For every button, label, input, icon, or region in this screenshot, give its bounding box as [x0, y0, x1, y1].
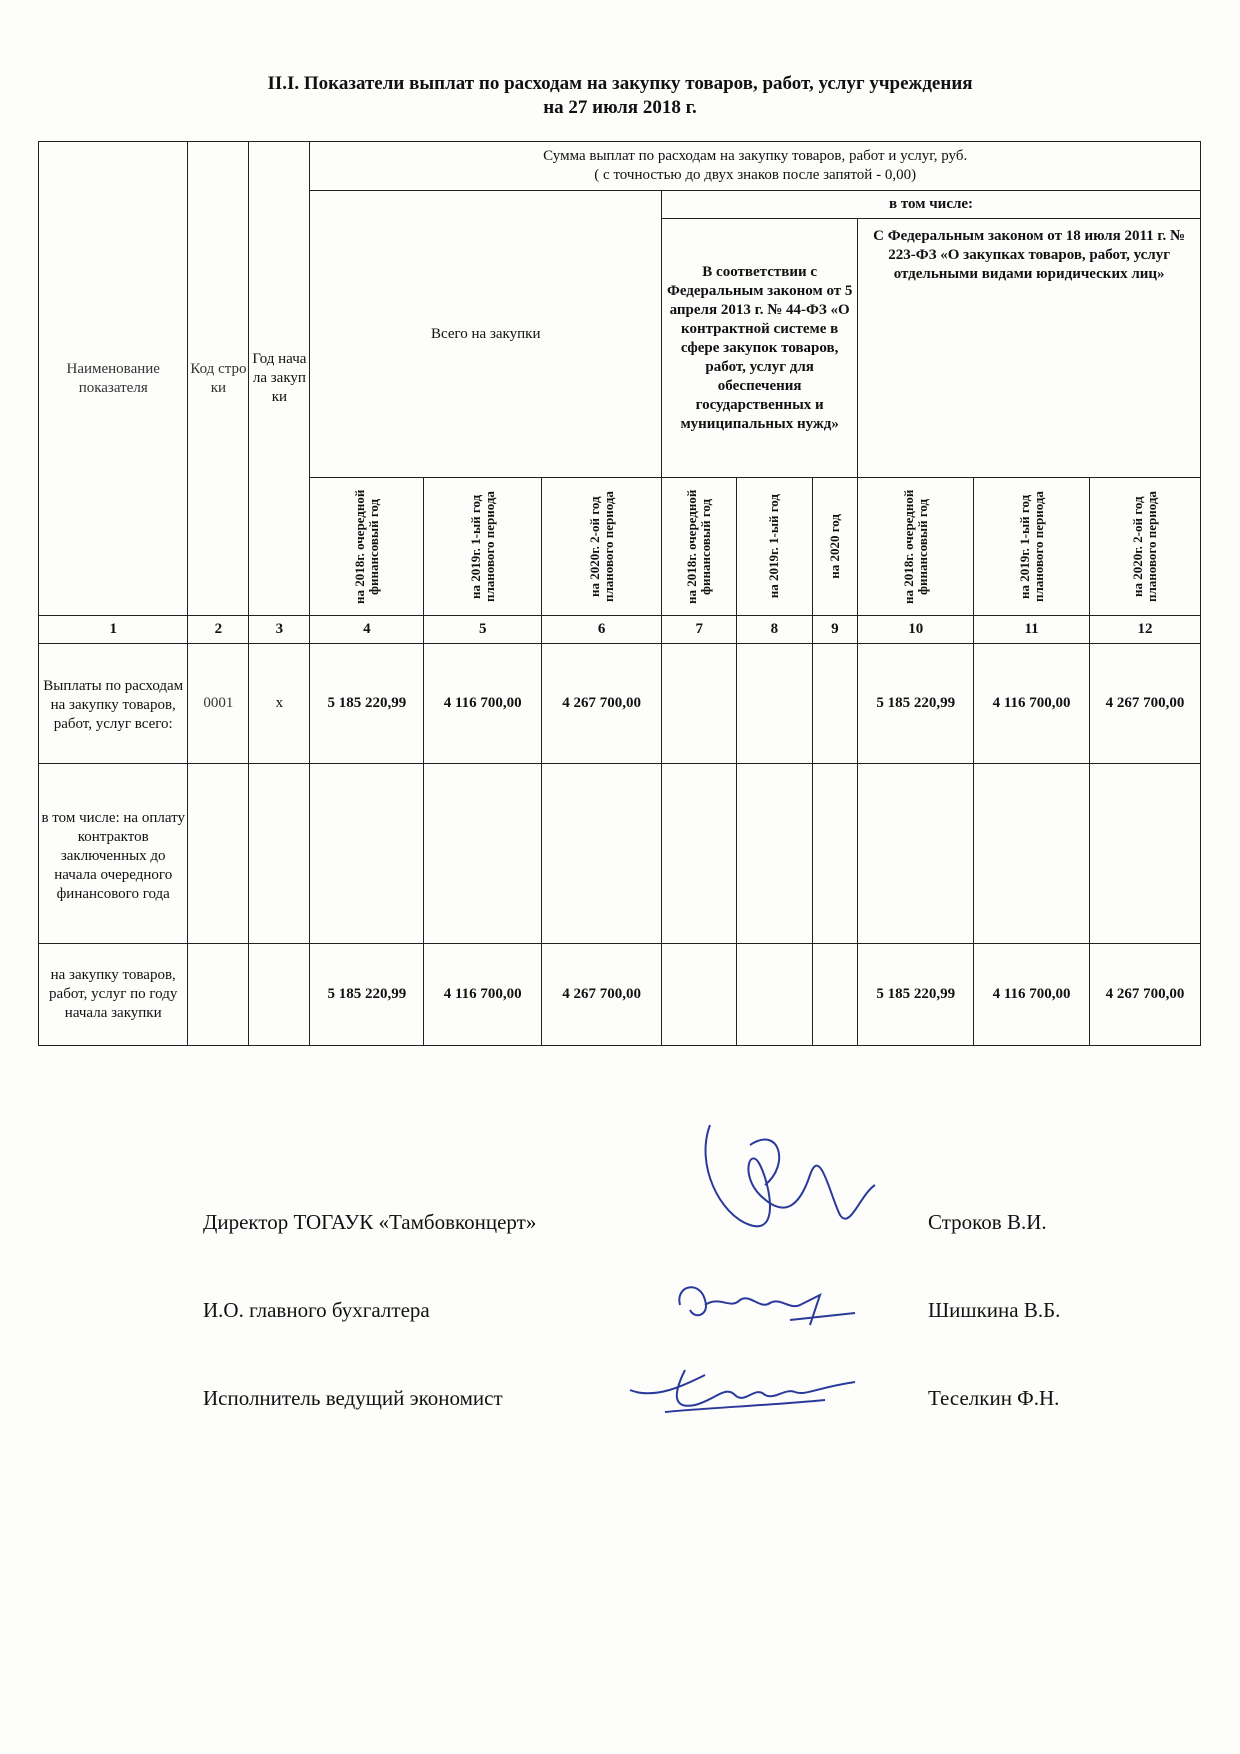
col-number: 7: [662, 616, 737, 644]
row-value: 4 116 700,00: [424, 644, 542, 764]
col-number: 5: [424, 616, 542, 644]
row-value: 4 116 700,00: [974, 944, 1090, 1046]
col-number: 8: [737, 616, 812, 644]
table-row: [39, 944, 1201, 1046]
period-223-2018: на 2018г. очередной финансовый год: [858, 478, 974, 616]
row-value: [737, 644, 812, 764]
row-value: 4 267 700,00: [542, 944, 662, 1046]
col-number: 12: [1090, 616, 1201, 644]
document-title: [0, 72, 1240, 120]
header-sum-title: [310, 142, 1201, 191]
title-line-2: на 27 июля 2018 г.: [543, 97, 697, 118]
column-number-row: [39, 616, 1201, 644]
header-law44: В соответствии с Федеральным законом от 5 апреля 2013 г. № 44-ФЗ «О контрактной системе в сфере закупок товаров, работ, услуг для обеспечения государственных и муниципальных нужд»: [662, 219, 858, 478]
table-row: [39, 644, 1201, 764]
signer-name: Шишкина В.Б.: [928, 1298, 1061, 1322]
row-code: 0001: [188, 644, 249, 764]
row-value: [974, 764, 1090, 944]
row-value: [858, 764, 974, 944]
row-value: 4 267 700,00: [1090, 644, 1201, 764]
col-number: 11: [974, 616, 1090, 644]
row-value: [812, 764, 858, 944]
signer-role: Исполнитель ведущий экономист: [203, 1386, 503, 1410]
signer-role: И.О. главного бухгалтера: [203, 1298, 430, 1322]
table-row: [39, 764, 1201, 944]
row-value: 5 185 220,99: [310, 944, 424, 1046]
col-number: 4: [310, 616, 424, 644]
header-code: Код стро ки: [188, 142, 249, 616]
row-value: [737, 944, 812, 1046]
row-value: [662, 644, 737, 764]
row-value: 4 116 700,00: [424, 944, 542, 1046]
header-law223: С Федеральным законом от 18 июля 2011 г. № 223-ФЗ «О закупках товаров, работ, услуг отдельными видами юридических лиц»: [858, 219, 1201, 478]
row-value: [1090, 764, 1201, 944]
accountant-signature: [670, 1275, 860, 1335]
row-year: [249, 944, 310, 1046]
period-223-2019: на 2019г. 1-ый год планового периода: [974, 478, 1090, 616]
header-year: Год нача ла закуп ки: [249, 142, 310, 616]
row-value: 5 185 220,99: [858, 644, 974, 764]
row-value: 4 267 700,00: [542, 644, 662, 764]
title-line-1: II.I. Показатели выплат по расходам на закупку товаров, работ, услуг учреждения: [267, 73, 973, 94]
header-sum-title-line2: ( с точностью до двух знаков после запятой - 0,00): [594, 167, 917, 183]
row-value: 5 185 220,99: [310, 644, 424, 764]
period-44-2019: на 2019г. 1-ый год: [737, 478, 812, 616]
row-year: [249, 764, 310, 944]
row-value: 4 116 700,00: [974, 644, 1090, 764]
col-number: 3: [249, 616, 310, 644]
row-value: [662, 944, 737, 1046]
header-row-1: [39, 142, 1201, 191]
row-value: [812, 944, 858, 1046]
col-number: 1: [39, 616, 188, 644]
period-44-2018: на 2018г. очередной финансовый год: [662, 478, 737, 616]
signer-name: Строков В.И.: [928, 1210, 1047, 1234]
director-signature: [690, 1105, 890, 1255]
header-including: в том числе:: [662, 191, 1201, 219]
row-code: [188, 764, 249, 944]
col-number: 2: [188, 616, 249, 644]
row-value: [424, 764, 542, 944]
economist-signature: [625, 1360, 865, 1420]
period-223-2020: на 2020г. 2-ой год планового периода: [1090, 478, 1201, 616]
row-value: 4 267 700,00: [1090, 944, 1201, 1046]
col-number: 9: [812, 616, 858, 644]
header-total: Всего на закупки: [310, 191, 662, 478]
row-value: [737, 764, 812, 944]
row-code: [188, 944, 249, 1046]
period-total-2018: на 2018г. очередной финансовый год: [310, 478, 424, 616]
signer-name: Теселкин Ф.Н.: [928, 1386, 1060, 1410]
row-name: Выплаты по расходам на закупку товаров, работ, услуг всего:: [39, 644, 188, 764]
signer-role: Директор ТОГАУК «Тамбовконцерт»: [203, 1210, 537, 1234]
row-value: [542, 764, 662, 944]
col-number: 6: [542, 616, 662, 644]
row-year: х: [249, 644, 310, 764]
header-sum-title-line1: Сумма выплат по расходам на закупку товаров, работ и услуг, руб.: [543, 148, 968, 164]
row-value: [812, 644, 858, 764]
col-number: 10: [858, 616, 974, 644]
period-44-2020: на 2020 год: [812, 478, 858, 616]
period-total-2019: на 2019г. 1-ый год планового периода: [424, 478, 542, 616]
row-name: в том числе: на оплату контрактов заключенных до начала очередного финансового года: [39, 764, 188, 944]
header-name: Наименование показателя: [39, 142, 188, 616]
row-value: [662, 764, 737, 944]
payments-table: [38, 141, 1201, 1046]
row-value: 5 185 220,99: [858, 944, 974, 1046]
period-total-2020: на 2020г. 2-ой год планового периода: [542, 478, 662, 616]
row-name: на закупку товаров, работ, услуг по году начала закупки: [39, 944, 188, 1046]
row-value: [310, 764, 424, 944]
